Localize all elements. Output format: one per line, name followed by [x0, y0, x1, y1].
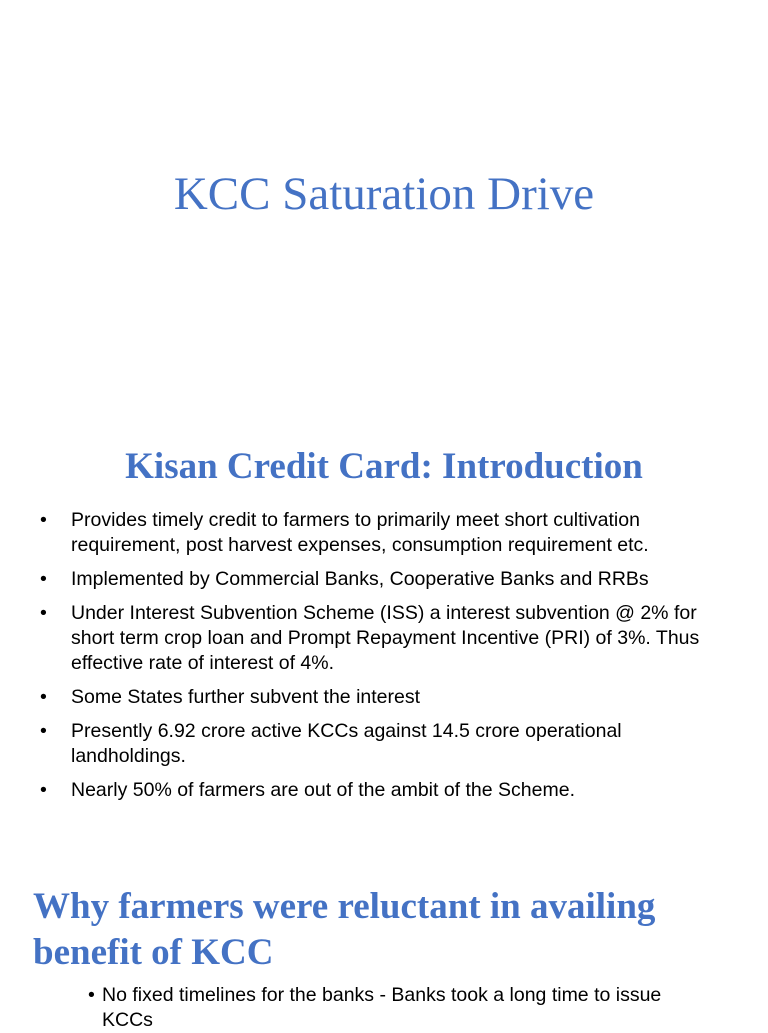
why-bullet-list	[0, 983, 768, 1033]
bullet-item: • Implemented by Commercial Banks, Cooperative Banks and RRBs	[0, 567, 768, 592]
why-heading: Why farmers were reluctant in availing benefit of KCC	[33, 886, 656, 973]
slide-title: KCC Saturation Drive	[173, 168, 595, 220]
intro-heading: Kisan Credit Card: Introduction	[125, 446, 643, 487]
bullet-item: • Some States further subvent the interest	[0, 685, 768, 710]
bullet-item: • No fixed timelines for the banks - Banks took a long time to issue KCCs	[0, 983, 768, 1033]
intro-bullet-list	[0, 508, 768, 812]
bullet-item: • Under Interest Subvention Scheme (ISS) a interest subvention @ 2% for short term crop loan and Prompt Repayment Incentive (PRI) of 3%. Thus effective rate of interest of 4%.	[0, 601, 768, 676]
bullet-item: • Presently 6.92 crore active KCCs against 14.5 crore operational landholdings.	[0, 719, 768, 769]
bullet-item: • Nearly 50% of farmers are out of the ambit of the Scheme.	[0, 778, 768, 803]
bullet-item: • Provides timely credit to farmers to primarily meet short cultivation requirement, post harvest expenses, consumption requirement etc.	[0, 508, 768, 558]
